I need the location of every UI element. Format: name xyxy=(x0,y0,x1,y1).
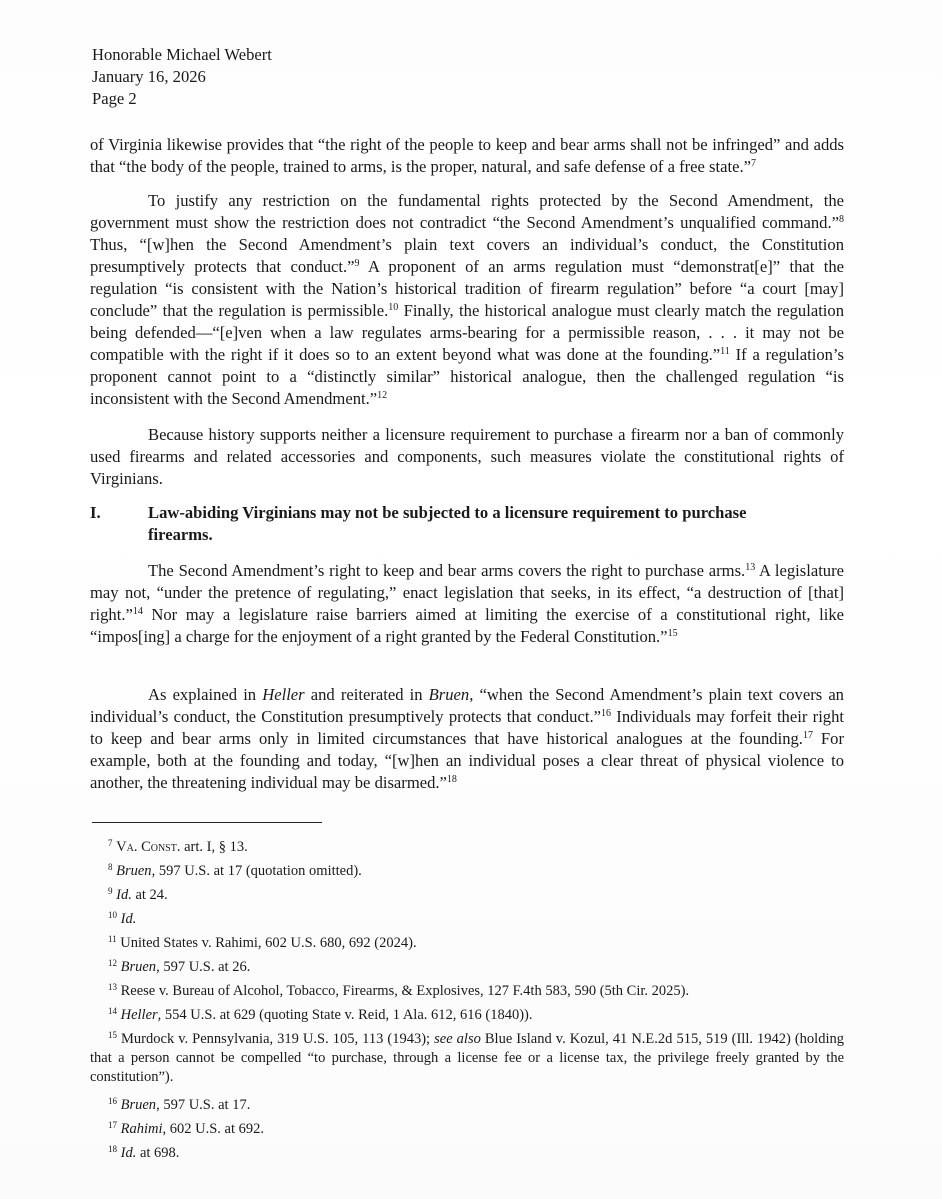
footnote-ref: 8 xyxy=(839,214,844,225)
footnote-ref: 14 xyxy=(132,606,143,617)
footnote-citation: Heller xyxy=(120,1007,158,1023)
paragraph-purchase-right xyxy=(90,560,844,648)
page-number: Page 2 xyxy=(92,89,137,108)
footnote-number: 15 xyxy=(108,1030,117,1040)
paragraph-text: of Virginia likewise provides that “the right of the people to keep and bear arms shall not be infringed” and adds that “the body of the people, trained to arms, is the proper, natural, and safe defense of a free state.” xyxy=(90,135,844,176)
footnote-text: United States v. Rahimi, 602 U.S. 680, 692 (2024). xyxy=(120,935,417,951)
footnote-10 xyxy=(90,910,844,929)
footnote-number: 12 xyxy=(108,958,117,968)
footnote-ref: 15 xyxy=(667,628,678,639)
paragraph-text: As explained in xyxy=(148,685,263,704)
footnote-number: 7 xyxy=(108,838,113,848)
footnote-number: 11 xyxy=(108,934,117,944)
footnote-ref: 17 xyxy=(802,730,813,741)
paragraph-text: , “when the Second Amendment’s plain text covers an individual’s conduct, the Constitution presumptively protects that conduct.” xyxy=(90,685,844,726)
footnote-citation: Bruen xyxy=(120,959,157,975)
paragraph-heller-bruen xyxy=(90,684,844,794)
footnote-signal: see also xyxy=(434,1031,481,1047)
paragraph-text: A legislature may not, “under the pretence of regulating,” enact legislation that seeks, in its effect, “a destruction of [that] right.” xyxy=(90,561,844,624)
footnote-text: , 597 U.S. at 17. xyxy=(156,1097,251,1113)
footnote-text: at 24. xyxy=(131,887,168,903)
footnote-citation: Bruen xyxy=(116,863,152,879)
footnote-text: Va. Const xyxy=(116,839,177,855)
footnote-number: 13 xyxy=(108,982,117,992)
footnote-14 xyxy=(90,1006,844,1025)
date-line: January 16, 2026 xyxy=(92,67,206,86)
footnote-citation: Bruen xyxy=(120,1097,157,1113)
paragraph-continuation xyxy=(90,134,844,178)
footnote-ref: 7 xyxy=(750,158,756,169)
paragraph-text: Nor may a legislature raise barriers aimed at limiting the exercise of a constitutional right, like “impos[ing] a charge for the enjoyment of a right granted by the Federal Constitution.” xyxy=(90,605,844,646)
paragraph-text: Individuals may forfeit their right to keep and bear arms only in limited circumstances that have historical analogues at the founding. xyxy=(90,707,845,748)
footnote-7 xyxy=(90,838,844,857)
footnote-13 xyxy=(90,982,844,1001)
paragraph-text: and reiterated in xyxy=(304,685,429,704)
footnote-ref: 9 xyxy=(354,258,360,269)
paragraph-text: Finally, the historical analogue must clearly match the regulation being defended—“[e]ven when a law regulates arms-bearing for a permissible reason, . . . it may not be compatible with the right if it does so to an extent beyond what was done at the founding.” xyxy=(90,301,845,364)
case-name: Bruen xyxy=(428,685,470,704)
paragraph-text: A proponent of an arms regulation must “demonstrat[e]” that the regulation “is consistent with the Nation’s historical tradition of firearm regulation” before “a court [may] conclude” that the regulation is permissible. xyxy=(90,257,844,320)
footnote-text: Blue Island v. Kozul, 41 N.E.2d 515, 519 (Ill. 1942) (holding that a person cannot be compelled “to purchase, through a license fee or a license tax, the privilege freely granted by the constitution”). xyxy=(90,1031,844,1085)
paragraph-justification xyxy=(90,190,844,410)
footnote-number: 18 xyxy=(108,1144,117,1154)
footnote-number: 14 xyxy=(108,1006,117,1016)
footnote-ref: 10 xyxy=(388,302,399,313)
section-number: I. xyxy=(90,503,101,522)
footnote-text: , 554 U.S. at 629 (quoting State v. Reid, 1 Ala. 612, 616 (1840)). xyxy=(157,1007,533,1023)
footnote-divider xyxy=(92,822,322,823)
footnote-number: 9 xyxy=(108,886,113,896)
footnote-number: 8 xyxy=(108,862,113,872)
footnote-11 xyxy=(90,934,844,953)
footnote-text: . art. I, § 13. xyxy=(176,839,248,855)
footnote-citation: Rahimi xyxy=(120,1121,163,1137)
recipient-line: Honorable Michael Webert xyxy=(92,45,272,64)
footnote-text: , 602 U.S. at 692. xyxy=(162,1121,265,1137)
footnote-18 xyxy=(90,1144,844,1163)
footnote-8 xyxy=(90,862,844,881)
footnote-citation: Id. xyxy=(120,911,137,927)
footnote-text: , 597 U.S. at 26. xyxy=(156,959,251,975)
paragraph-text: For example, both at the founding and today, “[w]hen an individual poses a clear threat of physical violence to another, the threatening individual may be disarmed.” xyxy=(90,729,844,792)
paragraph-text: If a regulation’s proponent cannot point to a “distinctly similar” historical analogue, then the challenged regulation “is inconsistent with the Second Amendment.” xyxy=(90,345,844,408)
footnote-ref: 13 xyxy=(745,562,756,573)
footnote-9 xyxy=(90,886,844,905)
footnote-text: Reese v. Bureau of Alcohol, Tobacco, Firearms, & Explosives, 127 F.4th 583, 590 (5th Cir. 2025). xyxy=(120,983,690,999)
section-title: Law-abiding Virginians may not be subjected to a licensure requirement to purchase firearms. xyxy=(148,503,747,544)
paragraph-summary xyxy=(90,424,844,490)
footnote-citation: Id. xyxy=(116,887,132,903)
footnote-number: 16 xyxy=(108,1096,117,1106)
letter-header xyxy=(92,44,272,110)
footnote-ref: 12 xyxy=(377,390,388,401)
footnote-12 xyxy=(90,958,844,977)
footnote-number: 10 xyxy=(108,910,117,920)
paragraph-text: To justify any restriction on the fundamental rights protected by the Second Amendment, the government must show the restriction does not contradict “the Second Amendment’s unqualified command.” xyxy=(90,191,844,232)
footnote-17 xyxy=(90,1120,844,1139)
footnote-ref: 16 xyxy=(600,708,611,719)
footnote-ref: 18 xyxy=(446,774,457,785)
paragraph-text: Because history supports neither a licensure requirement to purchase a firearm nor a ban of commonly used firearms and related accessories and components, such measures violate the constitutional rights of Virginians. xyxy=(90,425,844,488)
case-name: Heller xyxy=(262,685,305,704)
footnote-text: Murdock v. Pennsylvania, 319 U.S. 105, 113 (1943); xyxy=(121,1031,435,1047)
footnote-text: at 698. xyxy=(136,1145,180,1161)
footnote-citation: Id. xyxy=(120,1145,137,1161)
footnote-text: , 597 U.S. at 17 (quotation omitted). xyxy=(151,863,362,879)
footnote-15 xyxy=(90,1030,844,1087)
paragraph-text: The Second Amendment’s right to keep and bear arms covers the right to purchase arms. xyxy=(148,561,746,580)
footnote-16 xyxy=(90,1096,844,1115)
footnote-number: 17 xyxy=(108,1120,117,1130)
footnote-ref: 11 xyxy=(720,346,730,357)
paragraph-text: Thus, “[w]hen the Second Amendment’s plain text covers an individual’s conduct, the Constitution presumptively protects that conduct.” xyxy=(90,235,844,276)
